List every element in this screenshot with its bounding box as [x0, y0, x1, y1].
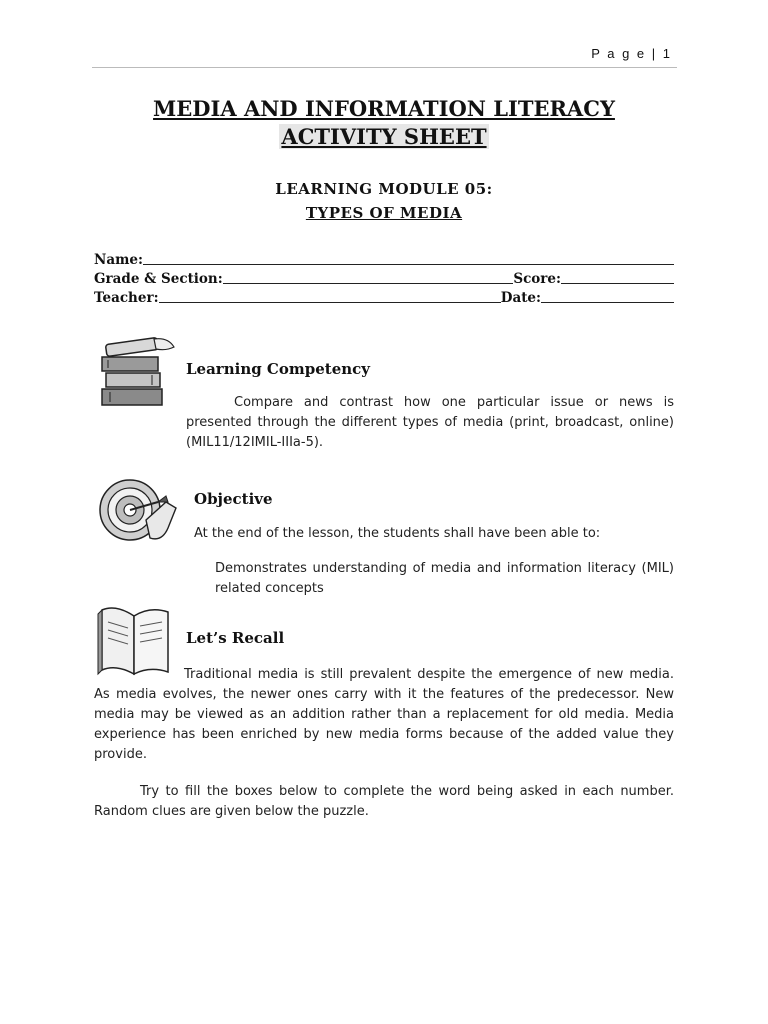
- grade-section-field[interactable]: [223, 282, 514, 284]
- recall-paragraph-2: Try to fill the boxes below to complete the word being asked in each number. Random clues are given below the puzzle.: [94, 784, 674, 819]
- recall-paragraph-1: Traditional media is still prevalent despite the emergence of new media. As media evolves, the newer ones carry with it the features of the predecessor. New media may be viewed as an addition rather than a replacement for old media. Media experience has been enriched by new media forms because of the added value they provide.: [94, 667, 674, 762]
- header-divider: [92, 67, 677, 68]
- recall-heading: Let’s Recall: [186, 629, 285, 647]
- date-field[interactable]: [541, 301, 674, 303]
- module-number: LEARNING MODULE 05:: [275, 180, 493, 198]
- student-info-form: [94, 249, 674, 306]
- name-row: [94, 249, 674, 268]
- grade-score-row: [94, 268, 674, 287]
- competency-text: Compare and contrast how one particular issue or news is presented through the different types of media (print, broadcast, online) (MIL11/12IMIL-IIIa-5).: [186, 395, 674, 450]
- teacher-date-row: [94, 287, 674, 306]
- teacher-field[interactable]: [159, 301, 501, 303]
- score-field[interactable]: [561, 282, 674, 284]
- books-stack-icon: [98, 335, 180, 413]
- score-label: Score:: [513, 271, 561, 287]
- objective-heading: Objective: [194, 490, 273, 508]
- document-title-line-1: MEDIA AND INFORMATION LITERACY: [153, 96, 615, 121]
- competency-heading: Learning Competency: [186, 360, 371, 378]
- name-label: Name:: [94, 252, 143, 268]
- target-dart-icon: [96, 476, 188, 552]
- module-topic: TYPES OF MEDIA: [305, 204, 463, 222]
- teacher-label: Teacher:: [94, 290, 159, 306]
- grade-section-label: Grade & Section:: [94, 271, 223, 287]
- objective-item: Demonstrates understanding of media and information literacy (MIL) related concepts: [215, 561, 674, 596]
- name-field[interactable]: [143, 263, 674, 265]
- page-number: P a g e | 1: [591, 46, 672, 61]
- document-title-line-2: ACTIVITY SHEET: [281, 124, 487, 149]
- date-label: Date:: [500, 290, 541, 306]
- objective-intro: At the end of the lesson, the students shall have been able to:: [194, 526, 601, 541]
